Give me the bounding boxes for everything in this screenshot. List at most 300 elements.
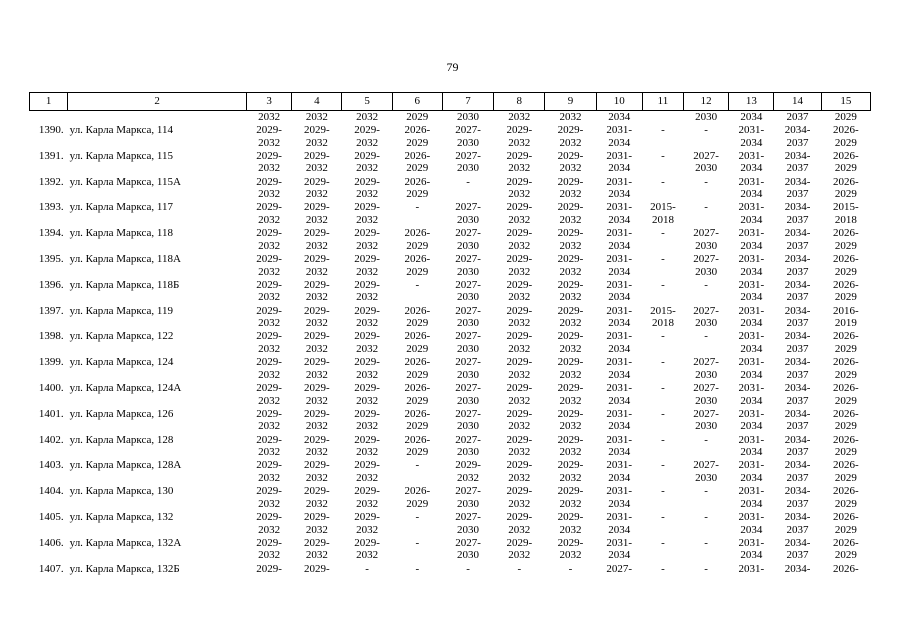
year-range-cell: 2034- 2037: [784, 124, 811, 149]
year-range-cell: 2031- 2034: [606, 485, 633, 510]
year-range-cell: 2034- 2037: [784, 485, 811, 510]
year-range-cell: 2029- 2032: [506, 252, 533, 278]
year-range-cell: -: [661, 459, 665, 472]
row-address: ул. Карла Маркса, 117: [69, 201, 173, 214]
year-range-cell: 2029- 2032: [304, 227, 330, 252]
column-header-13: 13: [729, 93, 774, 111]
year-range-cell: 2029- 2032: [354, 536, 380, 562]
year-range-cell: -: [661, 330, 665, 343]
year-range-cell: 2027- 2030: [455, 433, 481, 459]
column-header-11: 11: [642, 93, 683, 111]
year-range-cell: -: [704, 175, 708, 188]
year-range-cell: -: [661, 356, 665, 369]
year-range-cell: 2031- 2034: [738, 227, 765, 252]
year-range-cell: -: [466, 175, 470, 188]
table-row: [30, 537, 871, 563]
row-number: 1401.: [38, 407, 64, 420]
year-range-cell: 2029- 2032: [557, 356, 584, 381]
year-range-cell: 2026- 2029: [832, 149, 859, 175]
year-range-cell: 2029- 2032: [304, 149, 330, 175]
year-range-cell: 2029-: [304, 562, 330, 575]
year-range-cell: 2029- 2032: [557, 381, 584, 407]
year-range-cell: 2029- 2032: [506, 356, 533, 381]
row-address: ул. Карла Маркса, 132: [69, 510, 174, 523]
year-range-cell: 2031- 2034: [606, 330, 633, 355]
table-row: [30, 330, 871, 356]
year-range-cell: 2026- 2029: [404, 485, 431, 510]
year-range-cell: 2029- 2032: [455, 459, 481, 484]
year-range-cell: -: [661, 149, 665, 162]
year-range-cell: 2026- 2029: [832, 536, 859, 562]
carry-over-cell: 2030: [695, 111, 718, 123]
year-range-cell: 2034- 2037: [784, 278, 811, 304]
year-range-cell: 2034- 2037: [784, 252, 811, 278]
year-range-cell: 2026- 2029: [404, 381, 431, 407]
table-row: [30, 176, 871, 202]
year-range-cell: 2031- 2034: [606, 227, 633, 252]
carry-over-cell: 2037: [786, 111, 809, 123]
carry-over-cell: 2032: [356, 111, 379, 123]
year-range-cell: -: [415, 459, 420, 472]
year-range-cell: 2029- 2032: [354, 485, 380, 510]
carry-over-cell: 2034: [740, 111, 763, 123]
year-range-cell: 2031- 2034: [738, 304, 765, 330]
year-range-cell: 2026- 2029: [832, 381, 859, 407]
year-range-cell: -: [704, 278, 708, 291]
year-range-cell: -: [661, 433, 665, 446]
year-range-cell: 2026- 2029: [404, 356, 431, 381]
carry-over-cell: 2030: [457, 111, 480, 123]
year-range-cell: 2026- 2029: [832, 485, 859, 510]
row-address: ул. Карла Маркса, 124: [69, 356, 174, 369]
row-number: 1400.: [38, 381, 64, 394]
year-range-cell: 2015- 2018: [650, 201, 676, 226]
year-range-cell: 2031- 2034: [606, 407, 633, 433]
row-address: ул. Карла Маркса, 130: [69, 485, 174, 498]
year-range-cell: 2031-: [738, 562, 765, 575]
year-range-cell: 2027- 2030: [455, 304, 481, 330]
year-range-cell: 2029- 2032: [557, 485, 584, 510]
year-range-cell: 2034- 2037: [784, 407, 811, 433]
carry-over-cell: 2032: [508, 111, 531, 123]
year-range-cell: 2029- 2032: [506, 459, 533, 484]
year-range-cell: 2031- 2034: [738, 356, 765, 381]
column-header-14: 14: [774, 93, 821, 111]
year-range-cell: 2029- 2032: [354, 252, 380, 278]
year-range-cell: 2027- 2030: [455, 407, 481, 433]
table-row: [30, 279, 871, 305]
year-range-cell: 2031- 2034: [606, 278, 633, 304]
year-range-cell: 2026- 2029: [832, 330, 859, 355]
schedule-table: [29, 92, 871, 588]
year-range-cell: 2026- 2029: [832, 407, 859, 433]
year-range-cell: 2034- 2037: [784, 356, 811, 381]
carry-over-cell: 2029: [406, 111, 429, 123]
year-range-cell: 2034- 2037: [784, 510, 811, 536]
year-range-cell: 2031- 2034: [606, 304, 633, 330]
year-range-cell: 2031- 2034: [738, 510, 765, 536]
year-range-cell: -: [704, 485, 708, 498]
year-range-cell: 2029- 2032: [506, 304, 533, 330]
year-range-cell: 2034- 2037: [784, 433, 811, 459]
carry-over-cell: 2032: [258, 111, 281, 123]
year-range-cell: 2029- 2032: [354, 356, 380, 381]
row-number: 1394.: [38, 227, 64, 240]
year-range-cell: -: [704, 536, 708, 549]
year-range-cell: 2029- 2032: [256, 407, 282, 433]
year-range-cell: 2034- 2037: [784, 459, 811, 484]
year-range-cell: 2029- 2032: [256, 433, 282, 459]
year-range-cell: 2027- 2030: [455, 356, 481, 381]
year-range-cell: 2026- 2029: [404, 124, 431, 149]
year-range-cell: 2029- 2032: [506, 485, 533, 510]
year-range-cell: 2034- 2037: [784, 175, 811, 201]
year-range-cell: 2026- 2029: [404, 175, 431, 201]
year-range-cell: 2029- 2032: [506, 278, 533, 304]
year-range-cell: 2027- 2030: [455, 252, 481, 278]
year-range-cell: 2026- 2029: [404, 330, 431, 355]
year-range-cell: 2029- 2032: [304, 381, 330, 407]
year-range-cell: 2029- 2032: [506, 330, 533, 355]
year-range-cell: -: [704, 124, 708, 136]
year-range-cell: 2026- 2029: [832, 278, 859, 304]
row-number: 1406.: [38, 536, 64, 549]
year-range-cell: 2027- 2030: [455, 330, 481, 355]
year-range-cell: 2029- 2032: [557, 459, 584, 484]
row-number: 1407.: [38, 562, 64, 575]
year-range-cell: 2029- 2032: [354, 459, 380, 484]
year-range-cell: 2029- 2032: [304, 485, 330, 510]
year-range-cell: -: [415, 536, 420, 549]
page-number: 79: [446, 60, 459, 74]
column-header-3: 3: [247, 93, 292, 111]
year-range-cell: 2029- 2032: [256, 459, 282, 484]
year-range-cell: -: [415, 278, 420, 291]
year-range-cell: 2029- 2032: [557, 278, 584, 304]
table-row: [30, 459, 871, 485]
year-range-cell: 2027- 2030: [455, 201, 481, 226]
year-range-cell: -: [704, 510, 708, 523]
year-range-cell: 2026- 2029: [404, 252, 431, 278]
year-range-cell: 2029- 2032: [354, 407, 380, 433]
year-range-cell: 2027- 2030: [693, 227, 719, 252]
year-range-cell: 2031- 2034: [738, 330, 765, 355]
carry-over-cell: [642, 111, 683, 125]
year-range-cell: 2029- 2032: [354, 433, 380, 459]
year-range-cell: -: [661, 227, 665, 240]
year-range-cell: 2029- 2032: [557, 536, 584, 562]
year-range-cell: -: [415, 510, 420, 523]
year-range-cell: 2031- 2034: [606, 175, 633, 201]
year-range-cell: -: [466, 562, 470, 575]
row-address: ул. Карла Маркса, 132А: [69, 536, 182, 549]
year-range-cell: -: [704, 433, 708, 446]
row-number: 1393.: [38, 201, 64, 214]
row-address: ул. Карла Маркса, 118: [69, 227, 173, 240]
row-address: ул. Карла Маркса, 128А: [69, 459, 182, 472]
table-row: [30, 305, 871, 331]
year-range-cell: 2031- 2034: [738, 381, 765, 407]
year-range-cell: 2031- 2034: [738, 201, 765, 226]
year-range-cell: 2029- 2032: [354, 175, 380, 201]
year-range-cell: 2031- 2034: [738, 536, 765, 562]
year-range-cell: 2029- 2032: [557, 252, 584, 278]
carry-over-cell: 2032: [559, 111, 582, 123]
year-range-cell: 2029- 2032: [354, 381, 380, 407]
year-range-cell: -: [661, 278, 665, 291]
year-range-cell: -: [661, 252, 665, 265]
year-range-cell: -: [661, 510, 665, 523]
year-range-cell: 2029- 2032: [304, 459, 330, 484]
carry-over-row: [30, 111, 871, 125]
year-range-cell: 2029- 2032: [506, 149, 533, 175]
year-range-cell: 2026- 2029: [404, 227, 431, 252]
year-range-cell: -: [661, 175, 665, 188]
year-range-cell: 2027- 2030: [455, 485, 481, 510]
year-range-cell: 2029- 2032: [304, 278, 330, 304]
year-range-cell: 2034-: [784, 562, 811, 575]
row-number: 1404.: [38, 485, 64, 498]
year-range-cell: -: [704, 562, 708, 575]
table-row: [30, 434, 871, 460]
year-range-cell: 2031- 2034: [738, 252, 765, 278]
row-number: 1398.: [38, 330, 64, 343]
year-range-cell: 2026- 2029: [404, 433, 431, 459]
column-header-5: 5: [342, 93, 392, 111]
year-range-cell: 2029- 2032: [304, 304, 330, 330]
year-range-cell: 2031- 2034: [606, 433, 633, 459]
column-header-6: 6: [392, 93, 442, 111]
table-row: [30, 408, 871, 434]
table-row: [30, 485, 871, 511]
year-range-cell: 2029- 2032: [304, 510, 330, 536]
year-range-cell: 2029- 2032: [354, 510, 380, 536]
carry-over-cell: 2034: [608, 111, 631, 123]
table-row: [30, 150, 871, 176]
year-range-cell: 2026- 2029: [404, 407, 431, 433]
year-range-cell: 2031- 2034: [606, 356, 633, 381]
year-range-cell: 2029- 2032: [304, 356, 330, 381]
year-range-cell: 2027- 2030: [693, 304, 719, 330]
year-range-cell: 2031- 2034: [606, 201, 633, 226]
year-range-cell: -: [661, 536, 665, 549]
row-address: ул. Карла Маркса, 132Б: [69, 562, 180, 575]
year-range-cell: 2029- 2032: [354, 227, 380, 252]
year-range-cell: -: [704, 201, 708, 214]
year-range-cell: 2034- 2037: [784, 536, 811, 562]
table-row: [30, 253, 871, 279]
year-range-cell: 2029- 2032: [557, 510, 584, 536]
year-range-cell: -: [568, 562, 573, 575]
year-range-cell: 2034- 2037: [784, 201, 811, 226]
year-range-cell: 2029- 2032: [354, 124, 380, 149]
year-range-cell: 2029- 2032: [557, 433, 584, 459]
table-row: [30, 356, 871, 382]
year-range-cell: 2027- 2030: [693, 407, 719, 433]
table-body: [30, 111, 871, 589]
year-range-cell: -: [661, 562, 665, 575]
year-range-cell: 2031- 2034: [738, 459, 765, 484]
carry-over-cell: [68, 111, 247, 125]
year-range-cell: 2027- 2030: [455, 510, 481, 536]
year-range-cell: 2029- 2032: [256, 330, 282, 355]
year-range-cell: 2029- 2032: [304, 407, 330, 433]
year-range-cell: 2029- 2032: [256, 175, 282, 201]
row-number: 1405.: [38, 510, 64, 523]
carry-over-cell: [30, 111, 68, 125]
year-range-cell: 2027- 2030: [455, 227, 481, 252]
year-range-cell: 2016- 2019: [832, 304, 859, 330]
year-range-cell: 2029- 2032: [256, 356, 282, 381]
header-row: [30, 93, 871, 111]
year-range-cell: 2029- 2032: [256, 510, 282, 536]
year-range-cell: 2029- 2032: [557, 149, 584, 175]
year-range-cell: 2029- 2032: [304, 330, 330, 355]
year-range-cell: 2027-: [606, 562, 633, 575]
year-range-cell: 2031- 2034: [738, 149, 765, 175]
year-range-cell: 2015- 2018: [650, 304, 676, 330]
year-range-cell: 2029- 2032: [304, 201, 330, 226]
year-range-cell: 2026- 2029: [832, 175, 859, 201]
year-range-cell: 2029- 2032: [256, 124, 282, 149]
column-header-1: 1: [30, 93, 68, 111]
row-number: 1391.: [38, 149, 64, 162]
year-range-cell: 2027- 2030: [455, 149, 481, 175]
column-header-12: 12: [684, 93, 729, 111]
year-range-cell: 2029- 2032: [256, 536, 282, 562]
row-number: 1397.: [38, 304, 64, 317]
year-range-cell: -: [365, 562, 369, 575]
year-range-cell: 2031- 2034: [738, 175, 765, 201]
year-range-cell: 2029- 2032: [304, 252, 330, 278]
row-address: ул. Карла Маркса, 122: [69, 330, 174, 343]
column-header-2: 2: [68, 93, 247, 111]
year-range-cell: 2026- 2029: [832, 124, 859, 149]
year-range-cell: 2029- 2032: [354, 278, 380, 304]
year-range-cell: 2029- 2032: [557, 304, 584, 330]
year-range-cell: 2015- 2018: [832, 201, 859, 226]
column-header-9: 9: [545, 93, 596, 111]
year-range-cell: 2031- 2034: [606, 459, 633, 484]
table-row: [30, 124, 871, 150]
year-range-cell: 2029- 2032: [256, 278, 282, 304]
year-range-cell: 2029- 2032: [304, 433, 330, 459]
row-number: 1402.: [38, 433, 64, 446]
column-header-4: 4: [292, 93, 342, 111]
year-range-cell: 2029- 2032: [506, 175, 533, 201]
year-range-cell: 2026- 2029: [832, 356, 859, 381]
year-range-cell: 2034- 2037: [784, 381, 811, 407]
column-header-15: 15: [821, 93, 870, 111]
year-range-cell: 2031- 2034: [606, 381, 633, 407]
year-range-cell: 2029- 2032: [557, 201, 584, 226]
year-range-cell: 2029- 2032: [256, 381, 282, 407]
year-range-cell: 2029- 2032: [354, 201, 380, 226]
row-number: 1392.: [38, 175, 64, 188]
year-range-cell: 2031- 2034: [606, 536, 633, 562]
year-range-cell: 2029- 2032: [557, 175, 584, 201]
row-number: 1390.: [38, 124, 64, 136]
year-range-cell: 2026- 2029: [404, 304, 431, 330]
row-address: ул. Карла Маркса, 114: [69, 124, 173, 136]
year-range-cell: 2029- 2032: [304, 175, 330, 201]
year-range-cell: -: [517, 562, 522, 575]
column-header-7: 7: [442, 93, 493, 111]
year-range-cell: 2034- 2037: [784, 330, 811, 355]
year-range-cell: 2031- 2034: [738, 407, 765, 433]
year-range-cell: 2026- 2029: [832, 252, 859, 278]
table-row: [30, 227, 871, 253]
year-range-cell: 2029- 2032: [506, 510, 533, 536]
table-row: [30, 201, 871, 227]
year-range-cell: -: [704, 330, 708, 343]
year-range-cell: 2027- 2030: [455, 381, 481, 407]
row-address: ул. Карла Маркса, 124А: [69, 381, 182, 394]
year-range-cell: 2029- 2032: [304, 536, 330, 562]
year-range-cell: 2029- 2032: [506, 124, 533, 149]
year-range-cell: 2029- 2032: [506, 201, 533, 226]
year-range-cell: 2034- 2037: [784, 304, 811, 330]
year-range-cell: 2027- 2030: [455, 278, 481, 304]
row-address: ул. Карла Маркса, 115А: [69, 175, 181, 188]
year-range-cell: 2031- 2034: [738, 433, 765, 459]
year-range-cell: 2027- 2030: [455, 124, 481, 149]
year-range-cell: 2029- 2032: [354, 330, 380, 355]
column-header-8: 8: [494, 93, 545, 111]
year-range-cell: 2027- 2030: [693, 149, 719, 175]
year-range-cell: -: [661, 407, 665, 420]
year-range-cell: 2029- 2032: [506, 433, 533, 459]
year-range-cell: 2029- 2032: [506, 536, 533, 562]
year-range-cell: -: [415, 201, 420, 214]
year-range-cell: 2029- 2032: [256, 227, 282, 252]
year-range-cell: -: [661, 381, 665, 394]
row-address: ул. Карла Маркса, 118А: [69, 252, 181, 265]
year-range-cell: 2027- 2030: [693, 381, 719, 407]
year-range-cell: 2029- 2032: [256, 485, 282, 510]
year-range-cell: 2031- 2034: [738, 124, 765, 149]
year-range-cell: 2031- 2034: [606, 149, 633, 175]
year-range-cell: 2027- 2030: [693, 459, 719, 484]
year-range-cell: -: [661, 124, 665, 136]
year-range-cell: 2031- 2034: [606, 510, 633, 536]
row-number: 1403.: [38, 459, 64, 472]
row-address: ул. Карла Маркса, 115: [69, 149, 173, 162]
table-row: [30, 511, 871, 537]
year-range-cell: 2027- 2030: [693, 252, 719, 278]
year-range-cell: 2034- 2037: [784, 149, 811, 175]
year-range-cell: 2029- 2032: [557, 330, 584, 355]
year-range-cell: 2027- 2030: [455, 536, 481, 562]
row-address: ул. Карла Маркса, 128: [69, 433, 174, 446]
year-range-cell: -: [415, 562, 420, 575]
row-address: ул. Карла Маркса, 118Б: [69, 278, 180, 291]
year-range-cell: 2026- 2029: [404, 149, 431, 175]
row-address: ул. Карла Маркса, 126: [69, 407, 174, 420]
carry-over-cell: 2029: [834, 111, 857, 123]
year-range-cell: 2029- 2032: [506, 381, 533, 407]
column-header-10: 10: [596, 93, 642, 111]
row-number: 1399.: [38, 356, 64, 369]
year-range-cell: 2026-: [832, 562, 859, 575]
year-range-cell: 2029- 2032: [304, 124, 330, 149]
year-range-cell: 2029- 2032: [557, 124, 584, 149]
row-address: ул. Карла Маркса, 119: [69, 304, 173, 317]
year-range-cell: 2031- 2034: [738, 278, 765, 304]
year-range-cell: 2031- 2034: [606, 124, 633, 149]
year-range-cell: 2029- 2032: [506, 407, 533, 433]
carry-over-cell: 2032: [305, 111, 328, 123]
